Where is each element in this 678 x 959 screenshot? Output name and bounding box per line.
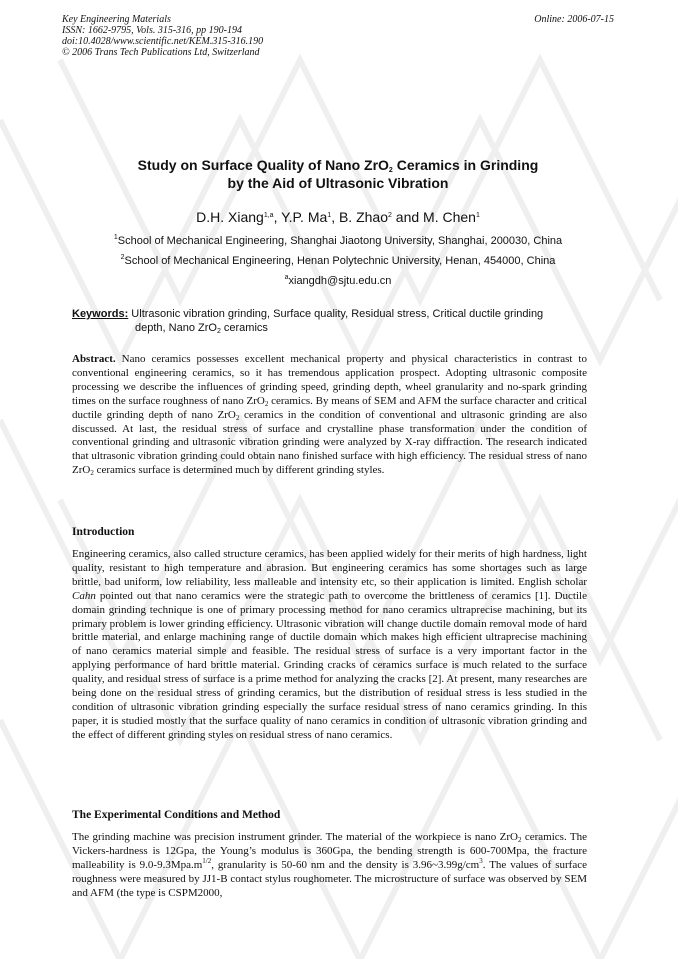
email-marker: a <box>284 274 289 281</box>
abstract-sub-3: 2 <box>90 469 94 478</box>
introduction-heading: Introduction <box>72 526 135 538</box>
abstract-label: Abstract. <box>72 353 116 365</box>
exp-part-2: ceramics. The Vickers-hardness is 12Gpa, the Young’s modulus is 360Gpa, the bending strength is 600-700Mpa, the fracture malleability is 9.0-9.3Mpa.m <box>72 831 587 871</box>
copyright-line: © 2006 Trans Tech Publications Ltd, Switzerland <box>62 47 260 58</box>
journal-header <box>62 14 614 58</box>
exp-part-1: The grinding machine was precision instrument grinder. The material of the workpiece is nano ZrO <box>72 831 518 843</box>
title-line-1 <box>62 156 614 174</box>
exp-sup-1: 1/2 <box>202 856 212 865</box>
title-part-2: Ceramics in Grinding <box>392 157 539 173</box>
affiliation-2-marker: 2 <box>120 254 125 261</box>
title-part-1: Study on Surface Quality of Nano ZrO <box>137 157 389 173</box>
abstract-paragraph <box>72 353 587 478</box>
affiliation-2-text: School of Mechanical Engineering, Henan Polytechnic University, Henan, 454000, China <box>124 255 556 267</box>
exp-sub-1: 2 <box>517 836 522 844</box>
keywords-block <box>72 307 587 335</box>
affiliation-1-text: School of Mechanical Engineering, Shanghai Jiaotong University, Shanghai, 200030, China <box>117 235 563 247</box>
intro-part-1: Engineering ceramics, also called structure ceramics, has been applied widely for their merits of high hardness, light quality, resistant to high temperature and abrasion. But engineering ceramics has some shortages such as large brittle, bad uniform, low reliability, less malleable and intensity etc, so their application is limited. English scholar <box>72 548 587 588</box>
abstract-part-3: ceramics in the condition of conventional and ultrasonic grinding are also discussed. At last, the residual stress of surface and crystalline phase transformation under the condition of conventional grinding and ultrasonic vibration grinding were analyzed by X-ray diffraction. The research indicated that ultrasonic vibration grinding could obtain nano finished surface with high efficiency. The residual stress of nano ZrO <box>72 408 587 477</box>
experimental-paragraph <box>72 831 587 901</box>
title-line-2: by the Aid of Ultrasonic Vibration <box>227 175 449 191</box>
author-email <box>62 275 614 287</box>
email-text: xiangdh@sjtu.edu.cn <box>288 275 392 287</box>
keywords-label: Keywords: <box>72 308 129 320</box>
author-1: D.H. Xiang <box>196 209 264 225</box>
keywords-line-2 <box>72 321 587 335</box>
title-subscript: 2 <box>388 167 393 174</box>
doi-line: doi:10.4028/www.scientific.net/KEM.315-316.190 <box>62 36 264 47</box>
exp-sup-2: 3 <box>479 856 483 865</box>
intro-cahn: Cahn <box>72 589 96 602</box>
keywords-line-1: Ultrasonic vibration grinding, Surface quality, Residual stress, Critical ductile grinding <box>128 308 544 320</box>
keywords-part-2: depth, Nano ZrO <box>135 322 217 334</box>
abstract-sub-1: 2 <box>264 399 269 408</box>
journal-name: Key Engineering Materials <box>62 14 171 25</box>
author-1-affil: 1,a <box>263 212 274 219</box>
author-list <box>62 209 614 225</box>
author-3: , B. Zhao <box>331 209 388 225</box>
abstract-part-4: ceramics surface is determined much by different grinding styles. <box>93 464 385 477</box>
author-2: , Y.P. Ma <box>273 209 328 225</box>
affiliation-1-marker: 1 <box>113 234 118 241</box>
exp-part-3: , granularity is 50-60 nm and the density is 3.96~3.99g/cm <box>211 858 480 871</box>
paper-title <box>62 156 614 192</box>
exp-part-4: . The values of surface roughness were measured by JJ1-B contact stylus roughometer. The microstructure of surface was observed by SEM and AFM (the type is CSPM2000, <box>72 858 587 899</box>
introduction-paragraph <box>72 548 587 743</box>
author-3-affil: 2 <box>388 212 392 219</box>
author-4: and M. Chen <box>391 209 476 225</box>
abstract-sub-2: 2 <box>235 413 240 422</box>
experimental-heading: The Experimental Conditions and Method <box>72 809 281 821</box>
author-2-affil: 1 <box>327 212 332 219</box>
abstract-part-1: Nano ceramics possesses excellent mechanical property and physical characteristics in contrast to conventional engineering ceramics, so it has tremendous application prospect. Adopting ultrasonic composite processing we describe the influences of grinding speed, grinding depth, wheel granularity and no-spark grinding times on the surface roughness of nano ZrO <box>72 353 587 407</box>
issn-line: ISSN: 1662-9795, Vols. 315-316, pp 190-194 <box>62 25 242 36</box>
keywords-subscript: 2 <box>216 328 221 335</box>
intro-part-2: pointed out that nano ceramics were the strategic path to overcome the brittleness of ceramics [1]. Ductile domain grinding technique is one of primary processing method for nano ceramics ultraprecise machining, but its primary problem is lower grinding efficiency. Ultrasonic vibration will change ductile domain removal mode of hard brittle material, and enlarge machining range of ductile domain which makes high efficient ultraprecise machining of nano ceramics material simple and feasible. The residual stress of surface is a very important factor in the applying performance of hard brittle material. Grinding cracks of ceramics surface is much related to the surface quality, and residual stress of surface is a prime method for analyzing the cracks [2]. At present, many researches are being done on the residual stress of grinding ceramics, but the distribution of residual stress is less studied in the condition of ultrasonic vibration grinding especially the surface residual stress of nano ceramics grinding. In this paper, it is studied mostly that the surface quality of nano ceramics in condition of ultrasonic vibration grinding and the effect of different grinding styles on residual stress of nano ceramics. <box>72 589 587 741</box>
abstract-part-2: ceramics. By means of SEM and AFM the surface character and critical ductile grinding depth of nano ZrO <box>72 394 587 421</box>
affiliation-1 <box>62 235 614 247</box>
online-date: Online: 2006-07-15 <box>534 14 614 25</box>
author-4-affil: 1 <box>475 212 480 219</box>
affiliation-2 <box>62 255 614 267</box>
keywords-part-3: ceramics <box>220 322 268 334</box>
